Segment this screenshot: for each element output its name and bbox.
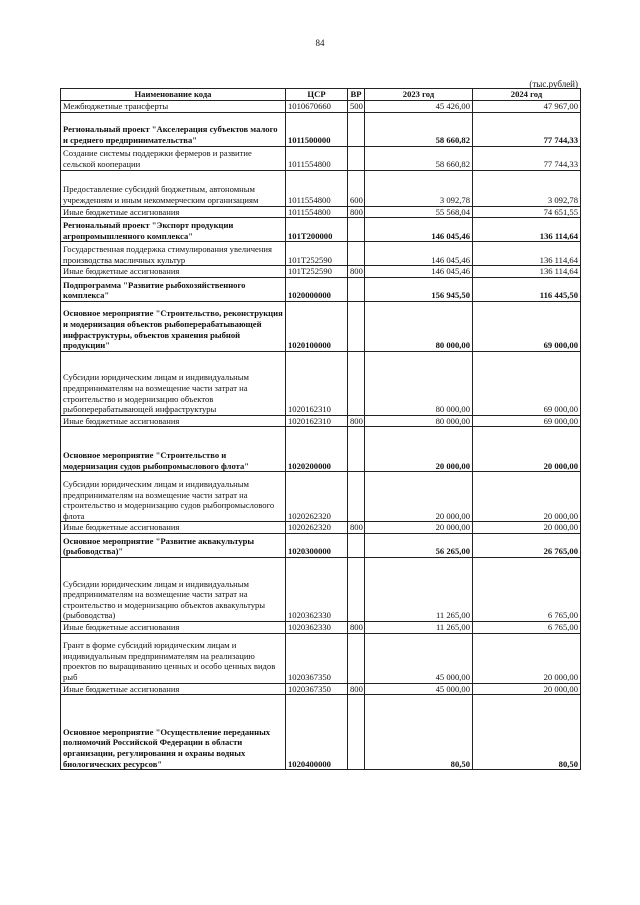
row-2023: 45 426,00 [365, 101, 473, 113]
row-2023: 80 000,00 [365, 351, 473, 415]
row-2024: 26 765,00 [473, 533, 581, 557]
row-2024: 47 967,00 [473, 101, 581, 113]
row-2023: 146 045,46 [365, 218, 473, 242]
table-row [61, 427, 581, 472]
row-2024: 69 000,00 [473, 351, 581, 415]
row-2024: 77 744,33 [473, 146, 581, 170]
header-2024: 2024 год [473, 89, 581, 101]
row-name: Иные бюджетные ассигнования [61, 266, 286, 278]
row-vr: 800 [348, 522, 365, 534]
row-name: Подпрограмма "Развитие рыбохозяйственного комплекса" [61, 277, 286, 301]
row-name: Иные бюджетные ассигнования [61, 683, 286, 695]
row-2024: 136 114,64 [473, 242, 581, 266]
row-2024: 69 000,00 [473, 415, 581, 427]
table-row [61, 170, 581, 206]
row-2023: 45 000,00 [365, 683, 473, 695]
row-2024: 3 092,78 [473, 170, 581, 206]
table-row [61, 533, 581, 557]
row-name: Иные бюджетные ассигнования [61, 621, 286, 633]
row-name: Иные бюджетные ассигнования [61, 522, 286, 534]
row-2024: 20 000,00 [473, 633, 581, 683]
table-row [61, 112, 581, 146]
row-csr: 1011554800 [286, 170, 348, 206]
table-row [61, 277, 581, 301]
row-2024: 136 114,64 [473, 266, 581, 278]
row-name: Предоставление субсидий бюджетным, автономным учреждениям и иным некоммерческим организациям [61, 170, 286, 206]
row-csr: 101Т252590 [286, 242, 348, 266]
table-row [61, 621, 581, 633]
row-vr: 600 [348, 170, 365, 206]
budget-table [60, 88, 581, 770]
table-body [61, 101, 581, 770]
row-vr [348, 112, 365, 146]
row-vr [348, 351, 365, 415]
row-name: Межбюджетные трансферты [61, 101, 286, 113]
row-csr: 1020100000 [286, 301, 348, 351]
row-name: Иные бюджетные ассигнования [61, 206, 286, 218]
row-csr: 1020300000 [286, 533, 348, 557]
row-csr: 101Т200000 [286, 218, 348, 242]
row-2023: 156 945,50 [365, 277, 473, 301]
row-vr [348, 146, 365, 170]
row-2024: 20 000,00 [473, 683, 581, 695]
row-csr: 1020400000 [286, 695, 348, 770]
row-2024: 116 445,50 [473, 277, 581, 301]
row-2024: 136 114,64 [473, 218, 581, 242]
row-vr: 500 [348, 101, 365, 113]
row-vr [348, 695, 365, 770]
row-2024: 6 765,00 [473, 557, 581, 621]
row-vr: 800 [348, 206, 365, 218]
row-csr: 1020162310 [286, 415, 348, 427]
row-name: Иные бюджетные ассигнования [61, 415, 286, 427]
row-2023: 20 000,00 [365, 472, 473, 522]
table-row [61, 522, 581, 534]
table-row [61, 351, 581, 415]
row-name: Региональный проект "Акселерация субъектов малого и среднего предпринимательства" [61, 112, 286, 146]
row-2023: 146 045,46 [365, 266, 473, 278]
header-row [61, 89, 581, 101]
row-2024: 80,50 [473, 695, 581, 770]
row-2023: 58 660,82 [365, 112, 473, 146]
units-label: (тыс.рублей) [529, 79, 578, 89]
row-name: Основное мероприятие "Осуществление переданных полномочий Российской Федерации в области организации, регулирования и охраны водных биологических ресурсов" [61, 695, 286, 770]
row-vr [348, 633, 365, 683]
row-2024: 20 000,00 [473, 427, 581, 472]
row-csr: 1020362330 [286, 557, 348, 621]
row-csr: 1020262320 [286, 472, 348, 522]
row-name: Субсидии юридическим лицам и индивидуальным предпринимателям на возмещение части затрат на строительство и модернизацию объектов аквакультуры (рыбоводства) [61, 557, 286, 621]
table-row [61, 101, 581, 113]
row-2024: 20 000,00 [473, 522, 581, 534]
row-name: Основное мероприятие "Развитие аквакультуры (рыбоводства)" [61, 533, 286, 557]
row-2024: 74 651,55 [473, 206, 581, 218]
row-vr [348, 277, 365, 301]
row-vr: 800 [348, 415, 365, 427]
table-row [61, 633, 581, 683]
header-csr: ЦСР [286, 89, 348, 101]
table-row [61, 683, 581, 695]
row-vr [348, 242, 365, 266]
row-2023: 146 045,46 [365, 242, 473, 266]
row-vr [348, 427, 365, 472]
row-vr: 800 [348, 683, 365, 695]
row-vr [348, 472, 365, 522]
row-name: Создание системы поддержки фермеров и развитие сельской кооперации [61, 146, 286, 170]
table-row [61, 146, 581, 170]
row-csr: 1020200000 [286, 427, 348, 472]
row-2024: 20 000,00 [473, 472, 581, 522]
row-csr: 1020162310 [286, 351, 348, 415]
row-vr [348, 218, 365, 242]
row-csr: 1020367350 [286, 633, 348, 683]
row-name: Субсидии юридическим лицам и индивидуальным предпринимателям на возмещение части затрат на строительство и модернизацию объектов рыбоперерабатывающей инфраструктуры [61, 351, 286, 415]
row-csr: 1020367350 [286, 683, 348, 695]
header-name: Наименование кода [61, 89, 286, 101]
table-row [61, 266, 581, 278]
table-row [61, 242, 581, 266]
row-vr [348, 533, 365, 557]
row-csr: 1011500000 [286, 112, 348, 146]
row-csr: 1020000000 [286, 277, 348, 301]
row-2023: 56 265,00 [365, 533, 473, 557]
row-2023: 3 092,78 [365, 170, 473, 206]
row-2024: 77 744,33 [473, 112, 581, 146]
row-2023: 45 000,00 [365, 633, 473, 683]
table-row [61, 415, 581, 427]
table-row [61, 206, 581, 218]
row-name: Основное мероприятие "Строительство и модернизация судов рыбопромыслового флота" [61, 427, 286, 472]
row-name: Грант в форме субсидий юридическим лицам и индивидуальным предпринимателям на реализацию проектов по выращиванию ценных и особо ценных видов рыб [61, 633, 286, 683]
row-2023: 80,50 [365, 695, 473, 770]
row-vr: 800 [348, 266, 365, 278]
header-vr: ВР [348, 89, 365, 101]
row-csr: 1011554800 [286, 206, 348, 218]
row-2023: 80 000,00 [365, 301, 473, 351]
row-csr: 1020362330 [286, 621, 348, 633]
row-name: Основное мероприятие "Строительство, реконструкция и модернизация объектов рыбоперерабатывающей инфраструктуры, объектов хранения рыбной продукции" [61, 301, 286, 351]
row-csr: 101Т252590 [286, 266, 348, 278]
header-2023: 2023 год [365, 89, 473, 101]
row-csr: 1010670660 [286, 101, 348, 113]
table-row [61, 301, 581, 351]
row-2023: 11 265,00 [365, 621, 473, 633]
row-2023: 20 000,00 [365, 427, 473, 472]
row-name: Государственная поддержка стимулирования увеличения производства масличных культур [61, 242, 286, 266]
table-row [61, 472, 581, 522]
table-row [61, 218, 581, 242]
row-2023: 55 568,04 [365, 206, 473, 218]
row-csr: 1020262320 [286, 522, 348, 534]
row-2024: 69 000,00 [473, 301, 581, 351]
row-vr: 800 [348, 621, 365, 633]
row-name: Субсидии юридическим лицам и индивидуальным предпринимателям на возмещение части затрат на строительство и модернизацию судов рыбопромыслового флота [61, 472, 286, 522]
table-row [61, 557, 581, 621]
page-number: 84 [315, 38, 325, 48]
row-2023: 11 265,00 [365, 557, 473, 621]
row-vr [348, 301, 365, 351]
row-name: Региональный проект "Экспорт продукции агропромышленного комплекса" [61, 218, 286, 242]
row-2023: 80 000,00 [365, 415, 473, 427]
row-vr [348, 557, 365, 621]
table-row [61, 695, 581, 770]
row-2024: 6 765,00 [473, 621, 581, 633]
row-2023: 58 660,82 [365, 146, 473, 170]
row-2023: 20 000,00 [365, 522, 473, 534]
row-csr: 1011554800 [286, 146, 348, 170]
